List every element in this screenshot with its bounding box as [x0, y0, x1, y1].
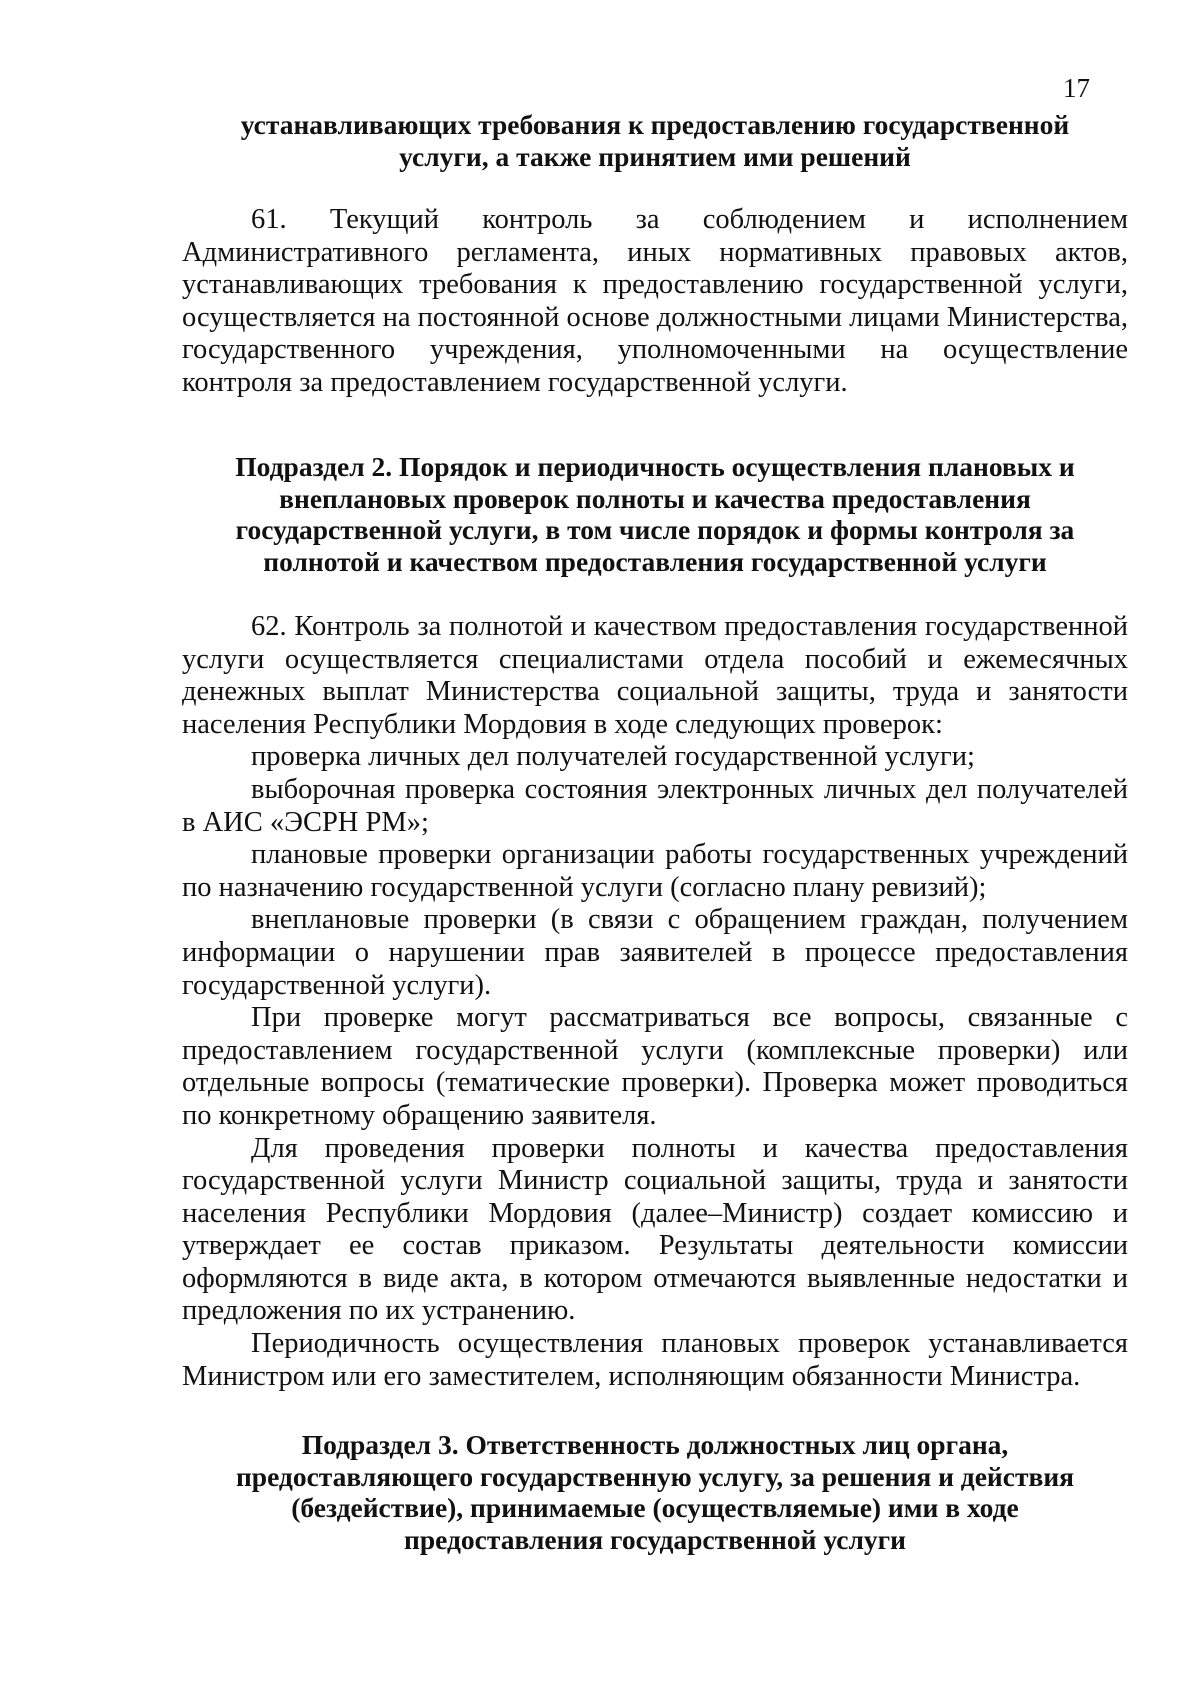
- subsection-3-heading: [182, 1429, 1128, 1555]
- subsection-2-heading: [182, 451, 1128, 577]
- section-1-body: [182, 204, 1128, 400]
- heading-continuation: [182, 109, 1128, 172]
- paragraph: Периодичность осуществления плановых проверок устанавливается Министром или его заместителем, исполняющим обязанности Министра.: [182, 1328, 1128, 1392]
- paragraph: При проверке могут рассматриваться все вопросы, связанные с предоставлением государственной услуги (комплексные проверки) или отдельные вопросы (тематические проверки). Проверка может проводиться по конкретному обращению заявителя.: [182, 1002, 1128, 1131]
- heading-line: предоставления государственной услуги: [404, 1523, 906, 1555]
- heading-line: внеплановых проверок полноты и качества предоставления: [279, 482, 1031, 514]
- heading-line: Подраздел 3. Ответственность должностных лиц органа,: [301, 1429, 1009, 1460]
- check-item: выборочная проверка состояния электронных личных дел получателей в АИС «ЭСРН РМ»;: [182, 773, 1128, 838]
- page-number: 17: [1063, 73, 1090, 103]
- check-item: проверка личных дел получателей государственной услуги;: [251, 741, 975, 773]
- heading-line: полнотой и качеством предоставления государственной услуги: [263, 545, 1047, 577]
- check-item: внеплановые проверки (в связи с обращением граждан, получением информации о нарушении прав заявителей в процессе предоставления государственной услуги).: [182, 904, 1128, 1001]
- heading-line: услуги, а также принятием ими решений: [399, 140, 911, 172]
- section-2-body: [182, 611, 1128, 1393]
- heading-line: предоставляющего государственную услугу, за решения и действия: [235, 1460, 1075, 1492]
- heading-line: Подраздел 2. Порядок и периодичность осуществления плановых и: [235, 451, 1075, 482]
- heading-line: устанавливающих требования к предоставлению государственной: [240, 109, 1070, 140]
- check-item: плановые проверки организации работы государственных учреждений по назначению государственной услуги (согласно плану ревизий);: [182, 839, 1128, 903]
- paragraph: Для проведения проверки полноты и качества предоставления государственной услуги Министр социальной защиты, труда и занятости населения Республики Мордовия (далее–Министр) создает комиссию и утверждает ее состав приказом. Результаты деятельности комиссии оформляются в виде акта, в котором отмечаются выявленные недостатки и предложения по их устранению.: [182, 1132, 1128, 1327]
- heading-line: государственной услуги, в том числе порядок и формы контроля за: [235, 514, 1075, 545]
- heading-line: (бездействие), принимаемые (осуществляемые) ими в ходе: [291, 1492, 1019, 1523]
- paragraph-61: 61. Текущий контроль за соблюдением и исполнением Административного регламента, иных нормативных правовых актов, устанавливающих требования к предоставлению государственной услуги, осуществляется на постоянной основе должностными лицами Министерства, государственного учреждения, уполномоченными на осуществление контроля за предоставлением государственной услуги.: [182, 204, 1128, 398]
- paragraph-62: 62. Контроль за полнотой и качеством предоставления государственной услуги осуществляется специалистами отдела пособий и ежемесячных денежных выплат Министерства социальной защиты, труда и занятости населения Республики Мордовия в ходе следующих проверок:: [182, 611, 1128, 740]
